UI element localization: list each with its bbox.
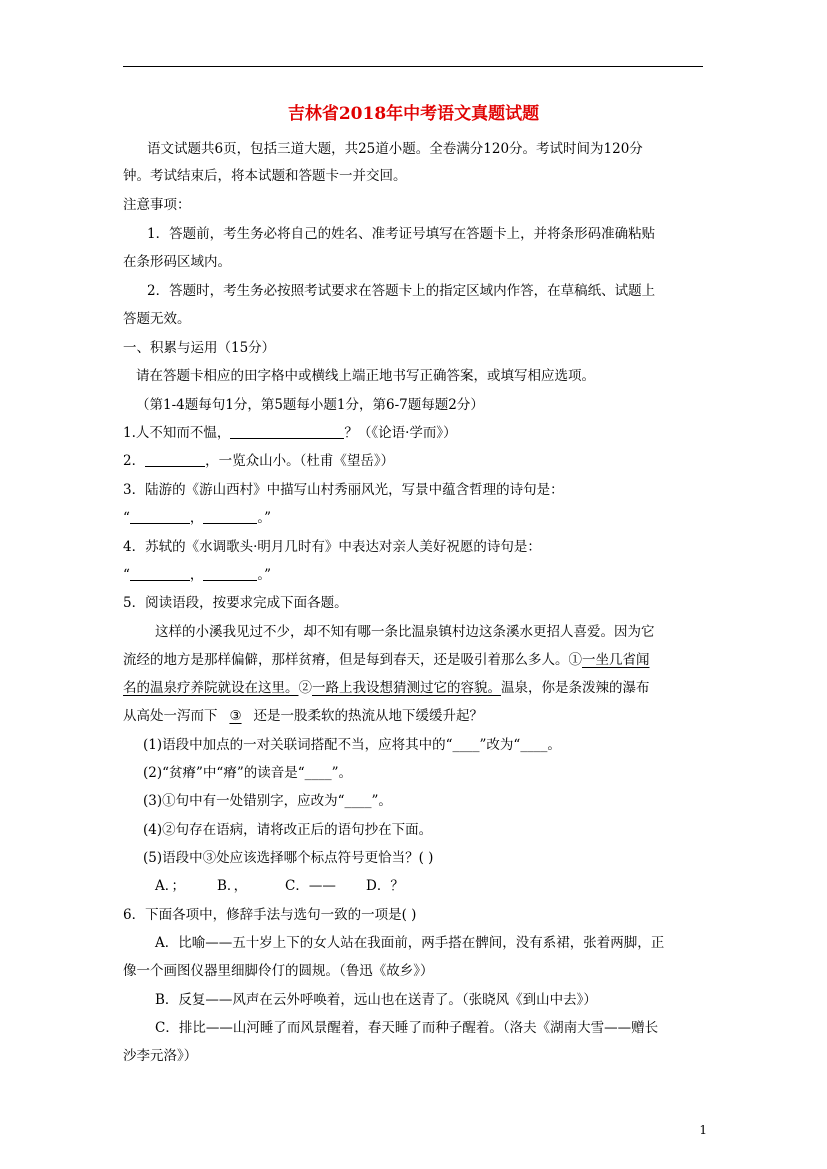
subquestion-1: (1)语段中加点的一对关联词搭配不当，应将其中的“____”改为“____。 — [143, 737, 561, 753]
question-3: 3．陆游的《游山西村》中描写山村秀丽风光，写景中蕴含哲理的诗句是： — [123, 482, 564, 498]
passage-line-2: 流经的地方是那样偏僻，那样贫瘠，但是每到春天，还是吸引着那么多人。①一坐几省闻 — [123, 652, 650, 668]
note-1-line-2: 在条形码区域内。 — [123, 254, 231, 270]
scoring-note: （第1-4题每句1分，第5题每小题1分，第6-7题每题2分） — [136, 397, 484, 413]
question-4-answer: “ ， 。” — [123, 567, 272, 583]
intro-line-1: 语文试题共6页，包括三道大题，共25道小题。全卷满分120分。考试时间为120分 — [147, 141, 643, 157]
answer-blank — [230, 424, 344, 439]
section-instruction: 请在答题卡相应的田字格中或横线上端正地书写正确答案，或填写相应选项。 — [136, 368, 595, 384]
q6-option-a-line-2: 像一个画图仪器里细脚伶仃的圆规。（鲁迅《故乡》） — [123, 963, 434, 979]
subquestion-4: (4)②句存在语病，请将改正后的语句抄在下面。 — [143, 822, 433, 838]
option-b: B．， — [217, 878, 248, 894]
option-c: C．—— — [285, 878, 336, 894]
question-2: 2． ，一览众山小。（杜甫《望岳》） — [123, 453, 395, 469]
section-heading: 一、积累与运用（15分） — [123, 340, 276, 356]
q6-option-c-line-2: 沙李元洛》） — [123, 1048, 198, 1064]
answer-blank — [130, 566, 190, 581]
answer-blank — [130, 509, 190, 524]
question-6: 6．下面各项中，修辞手法与选句一致的一项是( ) — [123, 907, 417, 923]
subquestion-3: (3)①句中有一处错别字，应改为“____”。 — [143, 793, 392, 809]
question-4: 4．苏轼的《水调歌头·明月几时有》中表达对亲人美好祝愿的诗句是： — [123, 539, 541, 555]
passage-line-3: 名的温泉疗养院就设在这里。②一路上我设想猜测过它的容貌。温泉，你是条泼辣的瀑布 — [123, 680, 650, 696]
subquestion-2: (2)“贫瘠”中“瘠”的读音是“____”。 — [143, 765, 353, 781]
q6-option-c-line-1: C．排比——山河睡了而风景醒着，春天睡了而种子醒着。（洛夫《湖南大雪——赠长 — [155, 1020, 659, 1036]
question-5: 5．阅读语段，按要求完成下面各题。 — [123, 595, 348, 611]
page-number: 1 — [699, 1123, 707, 1137]
question-1: 1.人不知而不愠， ？（《论语·学而》） — [123, 425, 457, 441]
option-a: A．； — [155, 878, 185, 894]
subquestion-5: (5)语段中③处应该选择哪个标点符号更恰当？( ) — [143, 850, 434, 866]
note-2-line-2: 答题无效。 — [123, 311, 191, 327]
note-2-line-1: 2．答题时，考生务必按照考试要求在答题卡上的指定区域内作答，在草稿纸、试题上 — [147, 283, 656, 299]
answer-blank — [203, 566, 257, 581]
option-d: D．？ — [366, 878, 404, 894]
answer-blank — [203, 509, 257, 524]
passage-line-1: 这样的小溪我见过不少，却不知有哪一条比温泉镇村边这条溪水更招人喜爱。因为它 — [155, 624, 655, 640]
answer-blank — [145, 452, 205, 467]
passage-line-4: 从高处一泻而下 ③ 还是一股柔软的热流从地下缓缓升起？ — [123, 708, 483, 724]
q6-option-a-line-1: A．比喻——五十岁上下的女人站在我面前，两手搭在髀间，没有系裙，张着两脚，正 — [155, 935, 665, 951]
note-1-line-1: 1．答题前，考生务必将自己的姓名、准考证号填写在答题卡上，并将条形码准确粘贴 — [147, 226, 656, 242]
notes-heading: 注意事项： — [123, 197, 191, 213]
intro-line-2: 钟。考试结束后，将本试题和答题卡一并交回。 — [123, 168, 407, 184]
question-3-answer: “ ， 。” — [123, 510, 272, 526]
q6-option-b: B．反复——风声在云外呼唤着，远山也在送青了。（张晓风《到山中去》） — [155, 992, 597, 1008]
header-rule — [123, 66, 703, 67]
page-title: 吉林省2018年中考语文真题试题 — [287, 104, 540, 124]
